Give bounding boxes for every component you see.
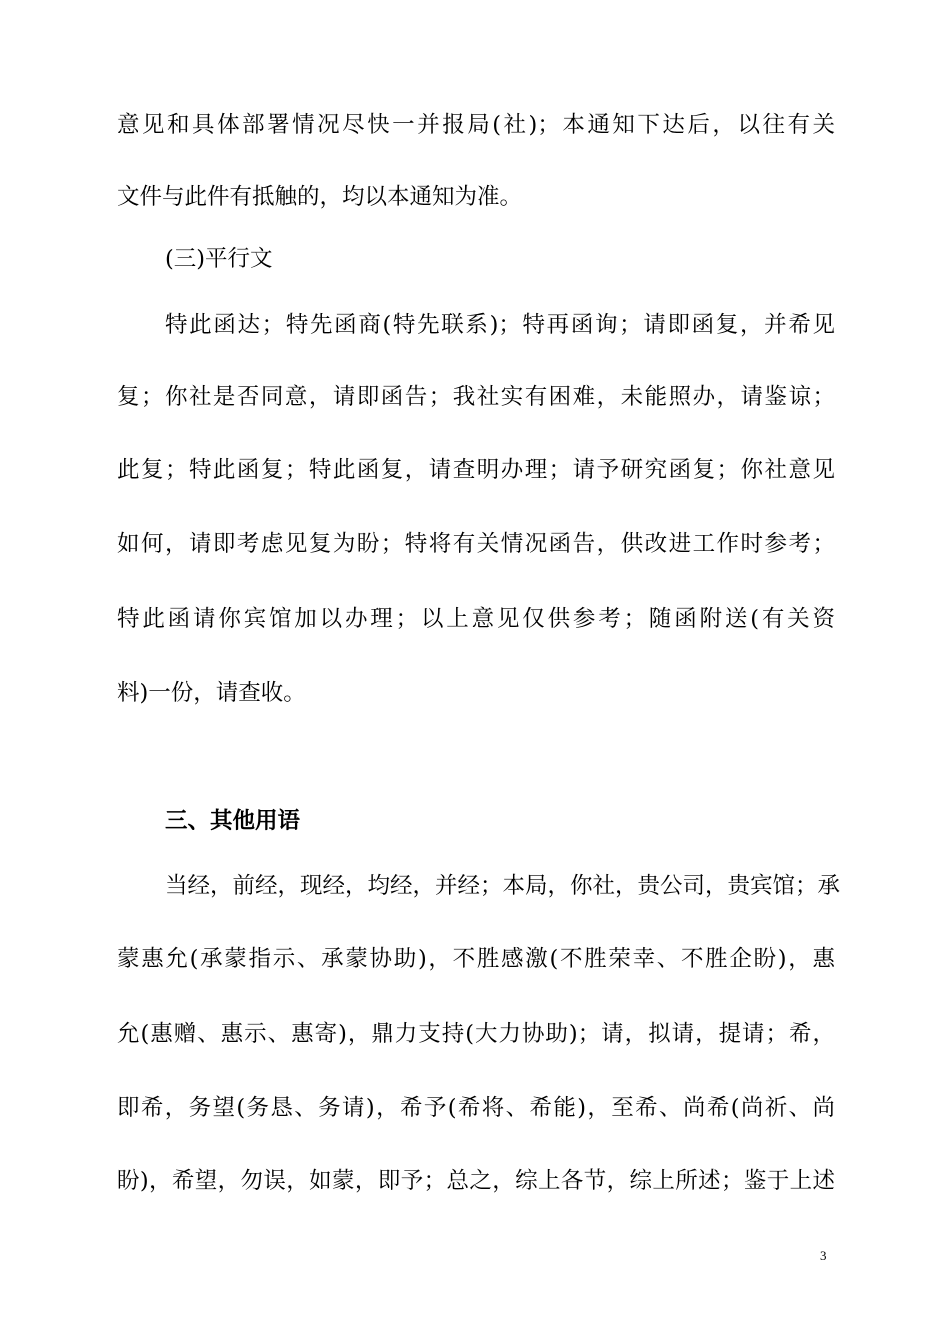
section-heading-other-terms: 三、其他用语: [165, 808, 301, 834]
body-line-2: 文件与此件有抵触的，均以本通知为准。: [117, 184, 523, 210]
body-line-11: 允(惠赠、惠示、惠寄)，鼎力支持(大力协助)；请，拟请，提请；希，: [117, 1021, 835, 1047]
page-number: 3: [820, 1248, 827, 1263]
body-line-3: 特此函达；特先函商(特先联系)；特再函询；请即函复，并希见: [165, 312, 835, 338]
subsection-heading-parallel: (三)平行文: [165, 246, 273, 272]
body-line-5: 此复；特此函复；特此函复，请查明办理；请予研究函复；你社意见: [117, 457, 835, 483]
body-line-4: 复；你社是否同意，请即函告；我社实有困难，未能照办，请鉴谅；: [117, 384, 835, 410]
body-line-10: 蒙惠允(承蒙指示、承蒙协助)，不胜感激(不胜荣幸、不胜企盼)，惠: [117, 946, 835, 972]
body-line-9: 当经，前经，现经，均经，并经；本局，你社，贵公司，贵宾馆；承: [165, 873, 841, 899]
body-line-8: 料)一份，请查收。: [117, 680, 306, 706]
body-line-12: 即希，务望(务恳、务请)，希予(希将、希能)，至希、尚希(尚祈、尚: [117, 1095, 835, 1121]
body-line-7: 特此函请你宾馆加以办理；以上意见仅供参考；随函附送(有关资: [117, 606, 835, 632]
body-line-1: 意见和具体部署情况尽快一并报局(社)；本通知下达后，以往有关: [117, 112, 835, 138]
body-line-13: 盼)，希望，勿误，如蒙，即予；总之，综上各节，综上所述；鉴于上述: [117, 1168, 835, 1194]
body-line-6: 如何，请即考虑见复为盼；特将有关情况函告，供改进工作时参考；: [117, 531, 835, 557]
